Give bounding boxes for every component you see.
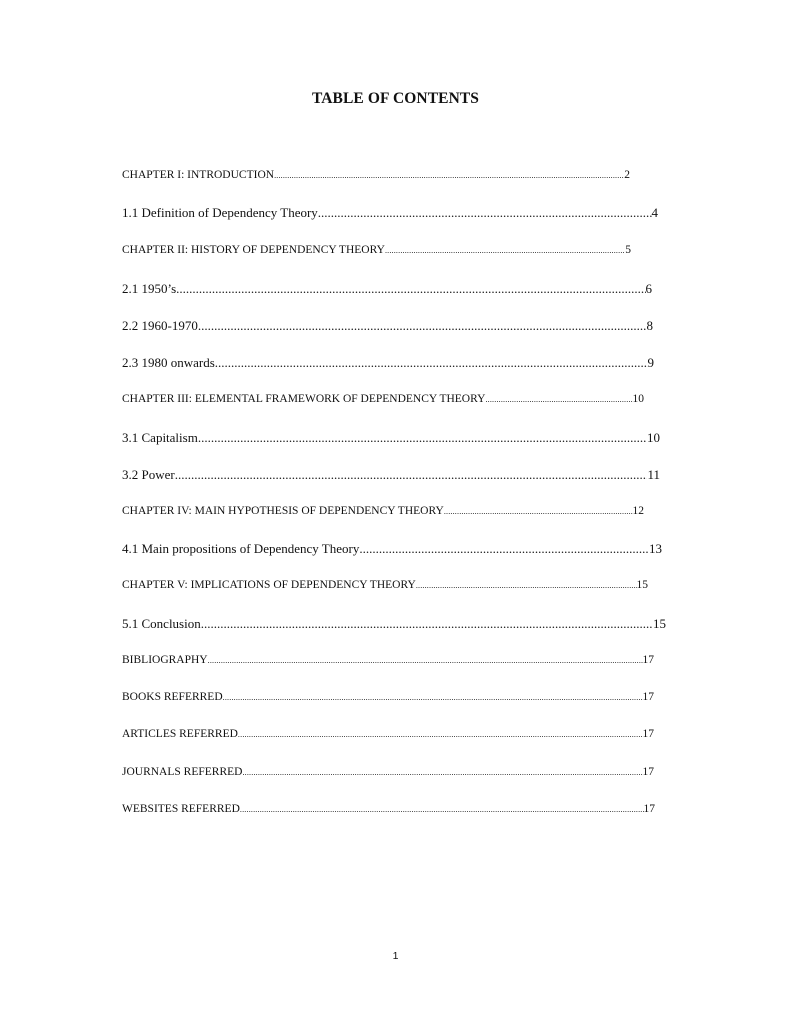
dot-leader [223, 693, 643, 702]
toc-entry-chapter-3[interactable] [122, 393, 644, 405]
toc-entry-page: 8 [646, 318, 653, 333]
toc-entry-label: ARTICLES REFERRED [122, 728, 238, 740]
toc-entry-websites-referred[interactable] [122, 803, 655, 815]
toc-entry-page: 4 [651, 205, 658, 220]
toc-entry-page: 17 [642, 691, 654, 703]
toc-entry-page: 9 [647, 355, 654, 370]
toc-entry-page: 10 [647, 430, 660, 445]
toc-entry-label: CHAPTER III: ELEMENTAL FRAMEWORK OF DEPENDENCY THEORY [122, 393, 486, 405]
toc-entry-2-3[interactable] [122, 355, 654, 371]
dot-leader [175, 467, 648, 483]
toc-entry-label: BOOKS REFERRED [122, 691, 223, 703]
toc-entry-page: 12 [632, 505, 644, 517]
dot-leader [215, 355, 648, 371]
toc-entry-label: 3.1 Capitalism [122, 430, 198, 445]
toc-entry-page: 6 [645, 281, 652, 296]
toc-entry-page: 15 [653, 616, 666, 631]
dot-leader [359, 541, 649, 557]
toc-entry-2-1[interactable] [122, 281, 652, 297]
toc-entry-page: 10 [632, 393, 644, 405]
dot-leader [416, 581, 637, 590]
dot-leader [385, 246, 625, 255]
dot-leader [198, 318, 647, 334]
toc-entry-1-1[interactable] [122, 205, 658, 221]
toc-entry-chapter-4[interactable] [122, 505, 644, 517]
toc-entry-label: 5.1 Conclusion [122, 616, 201, 631]
toc-entry-books-referred[interactable] [122, 691, 654, 703]
toc-entry-journals-referred[interactable] [122, 766, 654, 778]
dot-leader [318, 205, 652, 221]
page-number: 1 [392, 950, 399, 962]
dot-leader [240, 805, 644, 814]
toc-entry-2-2[interactable] [122, 318, 653, 334]
dot-leader [176, 281, 645, 297]
dot-leader [444, 507, 633, 516]
toc-entry-label: 2.1 1950’s [122, 281, 177, 296]
toc-entry-label: CHAPTER II: HISTORY OF DEPENDENCY THEORY [122, 244, 385, 256]
toc-entry-chapter-2[interactable] [122, 244, 631, 256]
toc-entry-page: 17 [642, 654, 654, 666]
toc-entry-chapter-5[interactable] [122, 579, 648, 591]
dot-leader [274, 171, 624, 180]
dot-leader [201, 616, 653, 632]
toc-entry-label: WEBSITES REFERRED [122, 803, 240, 815]
toc-entry-page: 5 [625, 244, 631, 256]
toc-entry-3-2[interactable] [122, 467, 660, 483]
toc-entry-chapter-1[interactable] [122, 169, 630, 181]
toc-entry-label: 2.3 1980 onwards [122, 355, 215, 370]
dot-leader [485, 395, 632, 404]
toc-entry-label: CHAPTER I: INTRODUCTION [122, 169, 275, 181]
toc-entry-4-1[interactable] [122, 541, 662, 557]
toc-entry-label: 1.1 Definition of Dependency Theory [122, 205, 318, 220]
toc-entry-page: 17 [642, 766, 654, 778]
dot-leader [238, 730, 643, 739]
toc-entry-bibliography[interactable] [122, 654, 654, 666]
toc-entry-3-1[interactable] [122, 430, 660, 446]
toc-entry-label: 4.1 Main propositions of Dependency Theory [122, 541, 360, 556]
toc-entry-page: 17 [642, 728, 654, 740]
toc-entry-5-1[interactable] [122, 616, 666, 632]
toc-entry-label: BIBLIOGRAPHY [122, 654, 208, 666]
toc-entry-page: 11 [647, 467, 660, 482]
toc-entry-page: 13 [649, 541, 662, 556]
toc-title: TABLE OF CONTENTS [311, 90, 480, 107]
toc-entry-page: 15 [636, 579, 648, 591]
toc-entry-label: CHAPTER V: IMPLICATIONS OF DEPENDENCY THEORY [122, 579, 416, 591]
toc-entry-label: 2.2 1960-1970 [122, 318, 198, 333]
toc-entry-label: JOURNALS REFERRED [122, 766, 243, 778]
toc-entry-label: 3.2 Power [122, 467, 175, 482]
toc-entry-articles-referred[interactable] [122, 728, 654, 740]
toc-entry-label: CHAPTER IV: MAIN HYPOTHESIS OF DEPENDENCY THEORY [122, 505, 444, 517]
toc-entry-page: 2 [624, 169, 630, 181]
toc-entry-page: 17 [643, 803, 655, 815]
dot-leader [198, 430, 647, 446]
dot-leader [208, 656, 643, 665]
dot-leader [242, 768, 642, 777]
